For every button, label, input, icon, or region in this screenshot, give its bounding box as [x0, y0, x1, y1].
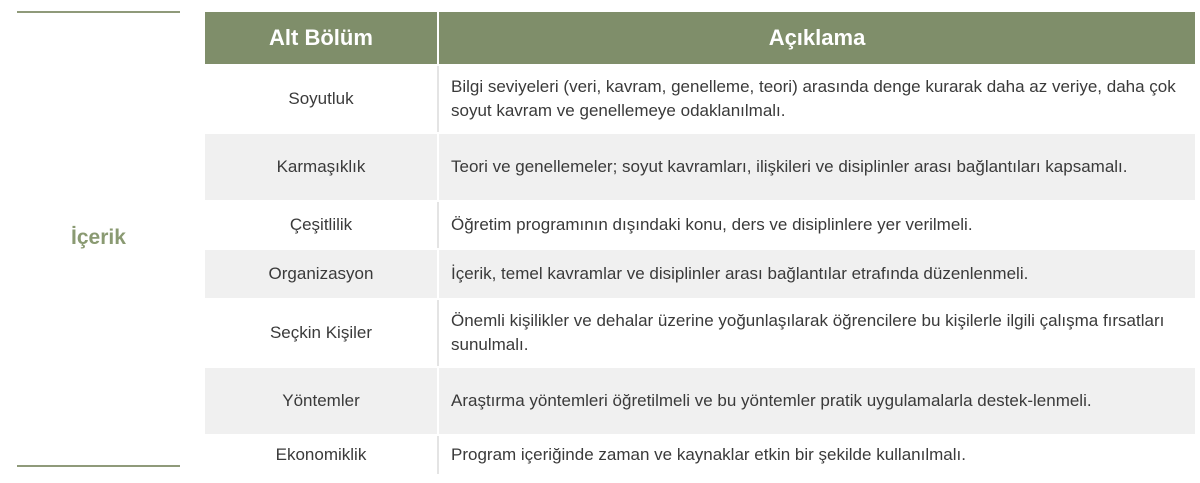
row-sub-section: Organizasyon: [205, 250, 439, 298]
header-sub-section: Alt Bölüm: [205, 12, 439, 64]
row-description: Öğretim programının dışındaki konu, ders ve disiplinlere yer verilmeli.: [451, 215, 973, 234]
row-sub-section: Çeşitlilik: [205, 202, 439, 248]
row-description: Araştırma yöntemleri öğretilmeli ve bu yöntemler pratik uygulamalarla destek-lenmeli.: [451, 391, 1092, 410]
table-row: [205, 200, 1195, 248]
section-label: İçerik: [71, 226, 126, 249]
table-row: [205, 298, 1195, 366]
table-row: [205, 366, 1195, 434]
row-sub-section: Soyutluk: [205, 66, 439, 132]
top-divider: [17, 11, 180, 13]
row-sub-section: Yöntemler: [205, 368, 439, 434]
table-row: [205, 64, 1195, 132]
row-description: Bilgi seviyeleri (veri, kavram, genelleme, teori) arasında denge kurarak daha az veriye, daha çok soyut kavram ve genellemeye odaklanılmalı.: [451, 77, 1176, 120]
row-description: Program içeriğinde zaman ve kaynaklar etkin bir şekilde kullanılmalı.: [451, 445, 966, 464]
row-description: İçerik, temel kavramlar ve disiplinler arası bağlantılar etrafında düzenlenmeli.: [451, 264, 1029, 283]
row-description: Önemli kişilikler ve dehalar üzerine yoğunlaşılarak öğrencilere bu kişilerle ilgili çalışma fırsatları sunulmalı.: [451, 311, 1165, 354]
table-row: [205, 248, 1195, 298]
row-sub-section: Seçkin Kişiler: [205, 300, 439, 366]
table-header: [205, 12, 1195, 64]
header-description: Açıklama: [768, 25, 866, 50]
table-row: [205, 132, 1195, 200]
table-row: [205, 434, 1195, 474]
row-description: Teori ve genellemeler; soyut kavramları, ilişkileri ve disiplinler arası bağlantıları kapsamalı.: [451, 157, 1128, 176]
bottom-divider: [17, 465, 180, 467]
row-sub-section: Karmaşıklık: [205, 134, 439, 200]
row-sub-section: Ekonomiklik: [205, 436, 439, 474]
content-table: [205, 12, 1195, 474]
